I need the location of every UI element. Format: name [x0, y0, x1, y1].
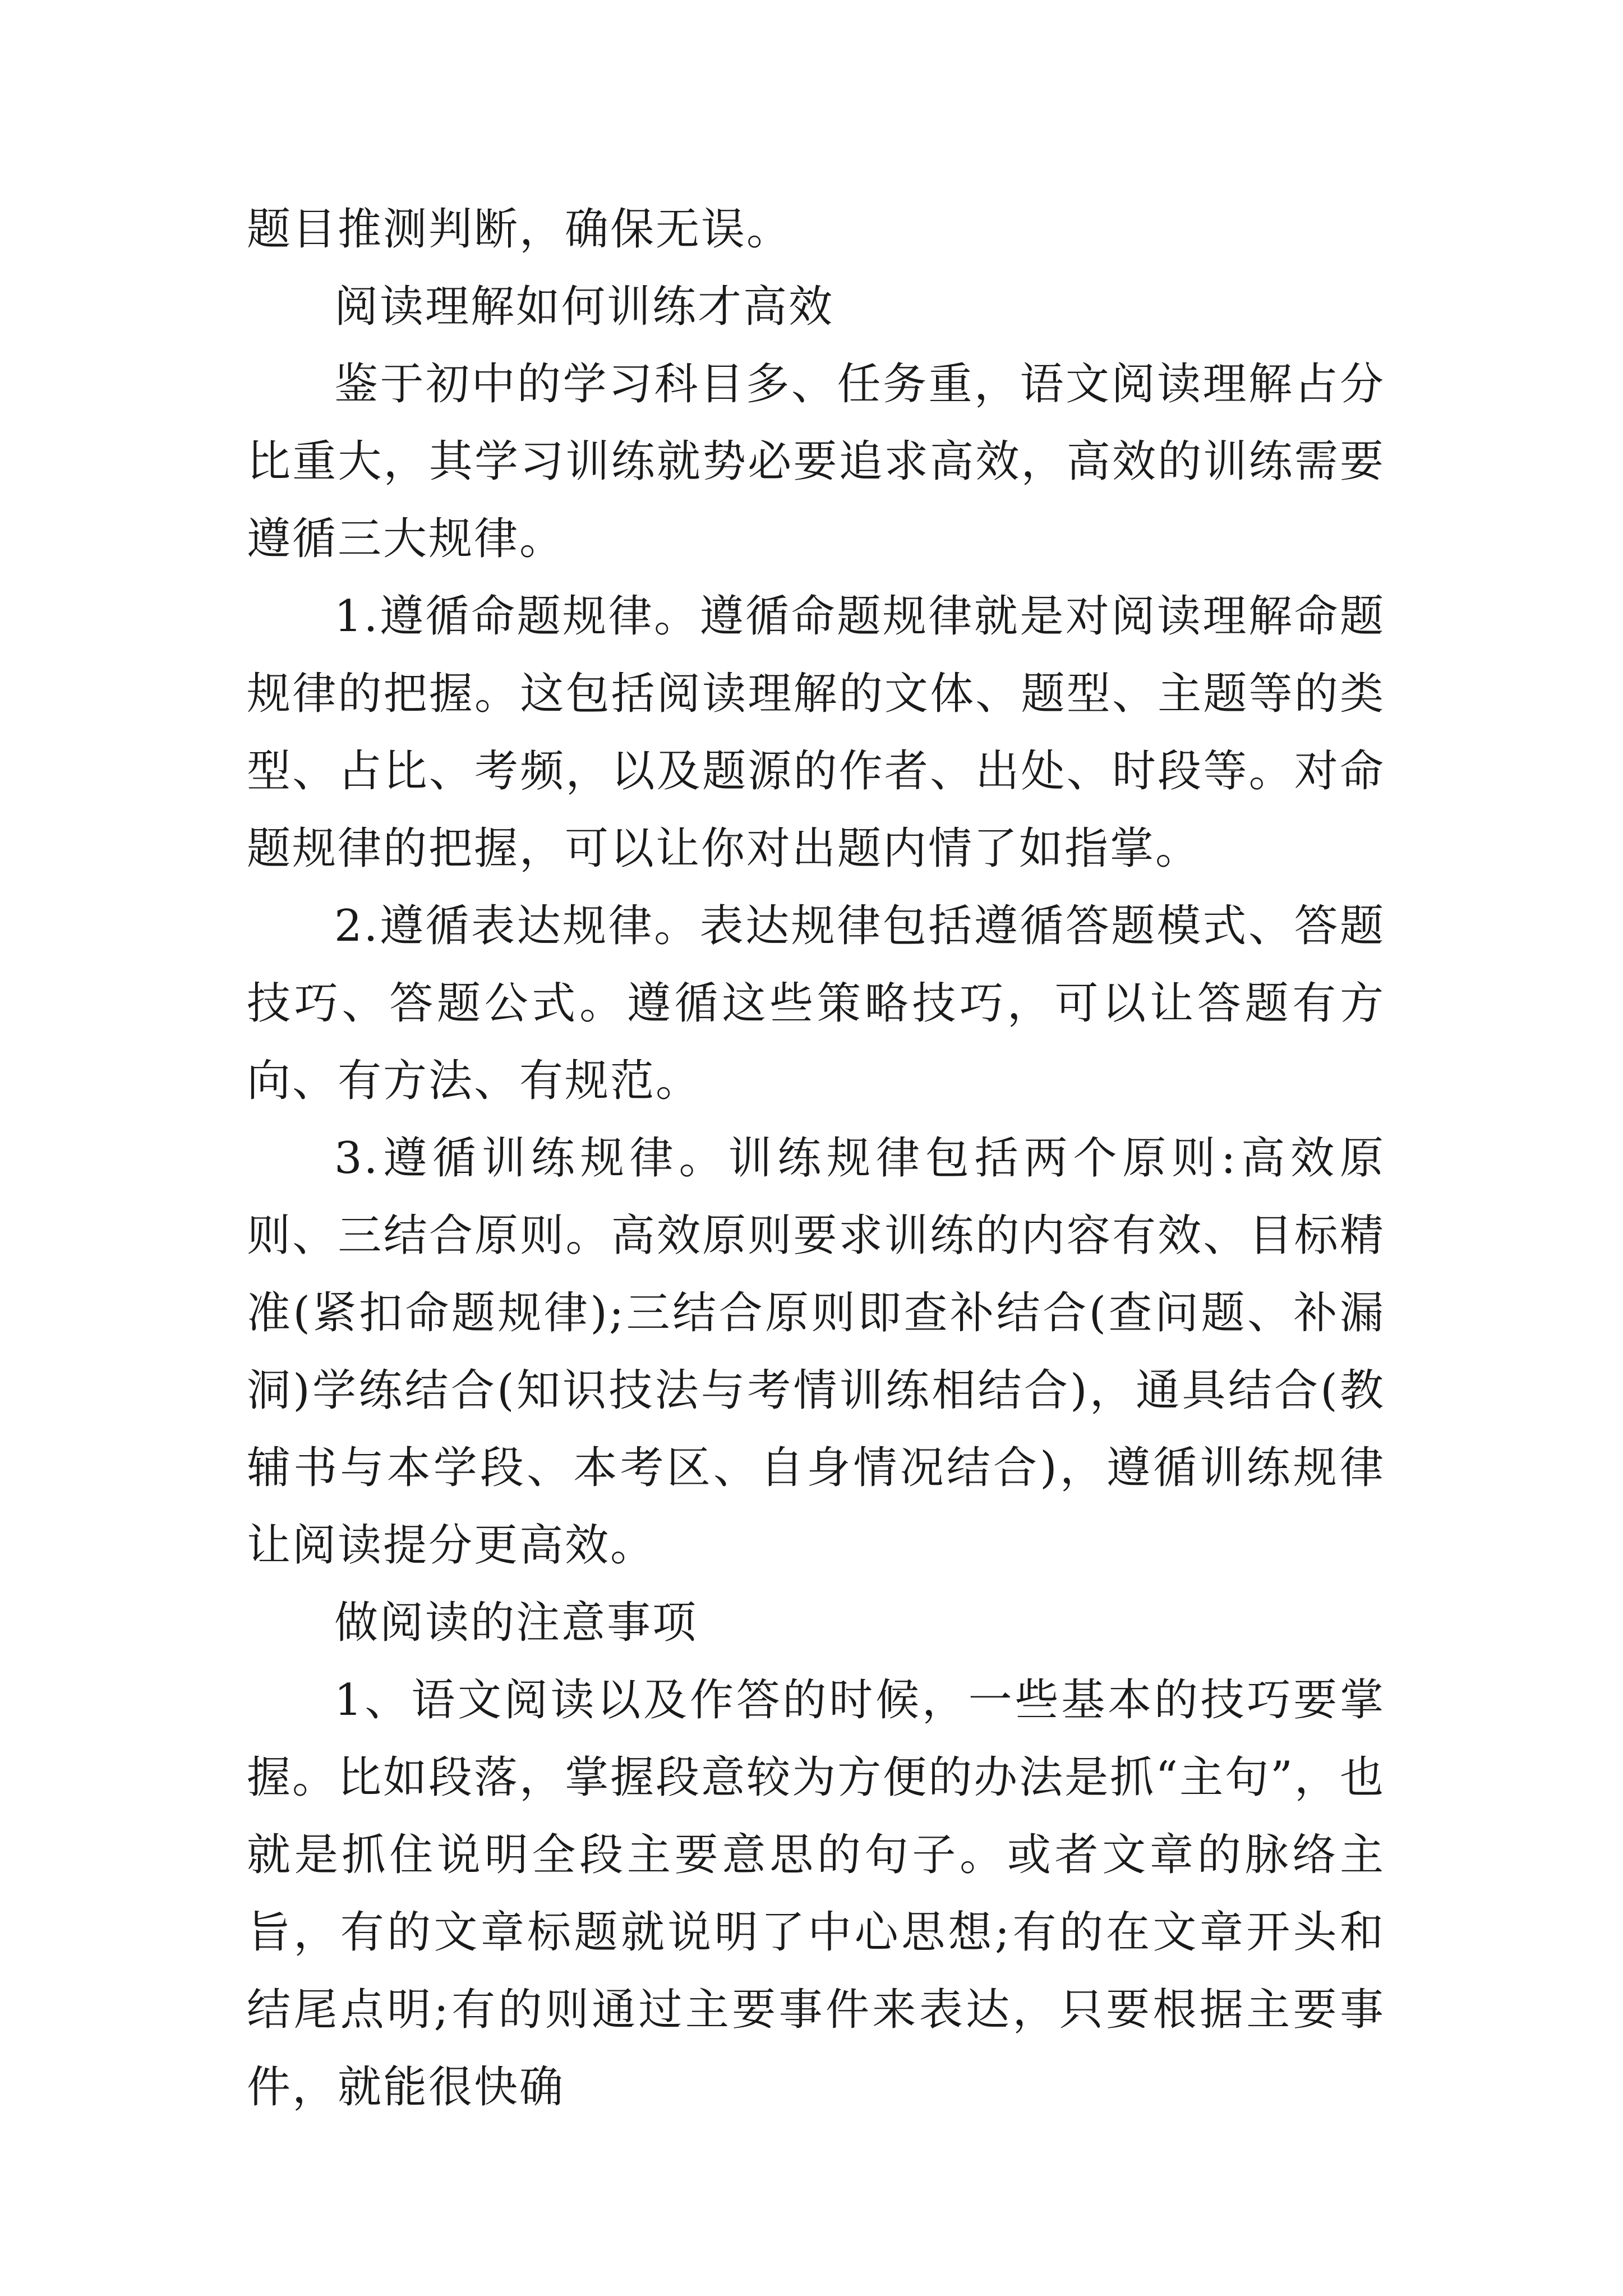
- section-heading-notes: 做阅读的注意事项: [334, 1598, 698, 1648]
- paragraph-note-1: 1、语文阅读以及作答的时候，一些基本的技巧要掌握。比如段落，掌握段意较为方便的办法是抓“主句”，也就是抓住说明全段主要意思的句子。或者文章的脉络主旨，有的文章标题就说明了中心思想;有的在文章开头和结尾点明;有的则通过主要事件来表达，只要根据主要事件，就能很快确: [247, 1675, 1385, 2113]
- paragraph-rule-2: 2.遵循表达规律。表达规律包括遵循答题模式、答题技巧、答题公式。遵循这些策略技巧，可以让答题有方向、有方法、有规范。: [247, 901, 1385, 1106]
- paragraph-rule-3: 3.遵循训练规律。训练规律包括两个原则:高效原则、三结合原则。高效原则要求训练的内容有效、目标精准(紧扣命题规律);三结合原则即查补结合(查问题、补漏洞)学练结合(知识技法与考情训练相结合)，通具结合(教辅书与本学段、本考区、自身情况结合)，遵循训练规律让阅读提分更高效。: [247, 1133, 1385, 1571]
- paragraph-intro: 鉴于初中的学习科目多、任务重，语文阅读理解占分比重大，其学习训练就势必要追求高效，高效的训练需要遵循三大规律。: [247, 359, 1385, 564]
- paragraph-rule-1: 1.遵循命题规律。遵循命题规律就是对阅读理解命题规律的把握。这包括阅读理解的文体、题型、主题等的类型、占比、考频，以及题源的作者、出处、时段等。对命题规律的把握，可以让你对出题内情了如指掌。: [247, 591, 1385, 874]
- section-heading-training: 阅读理解如何训练才高效: [334, 282, 834, 332]
- document-body: [247, 191, 1385, 2126]
- paragraph-continuation: 题目推测判断，确保无误。: [247, 204, 792, 255]
